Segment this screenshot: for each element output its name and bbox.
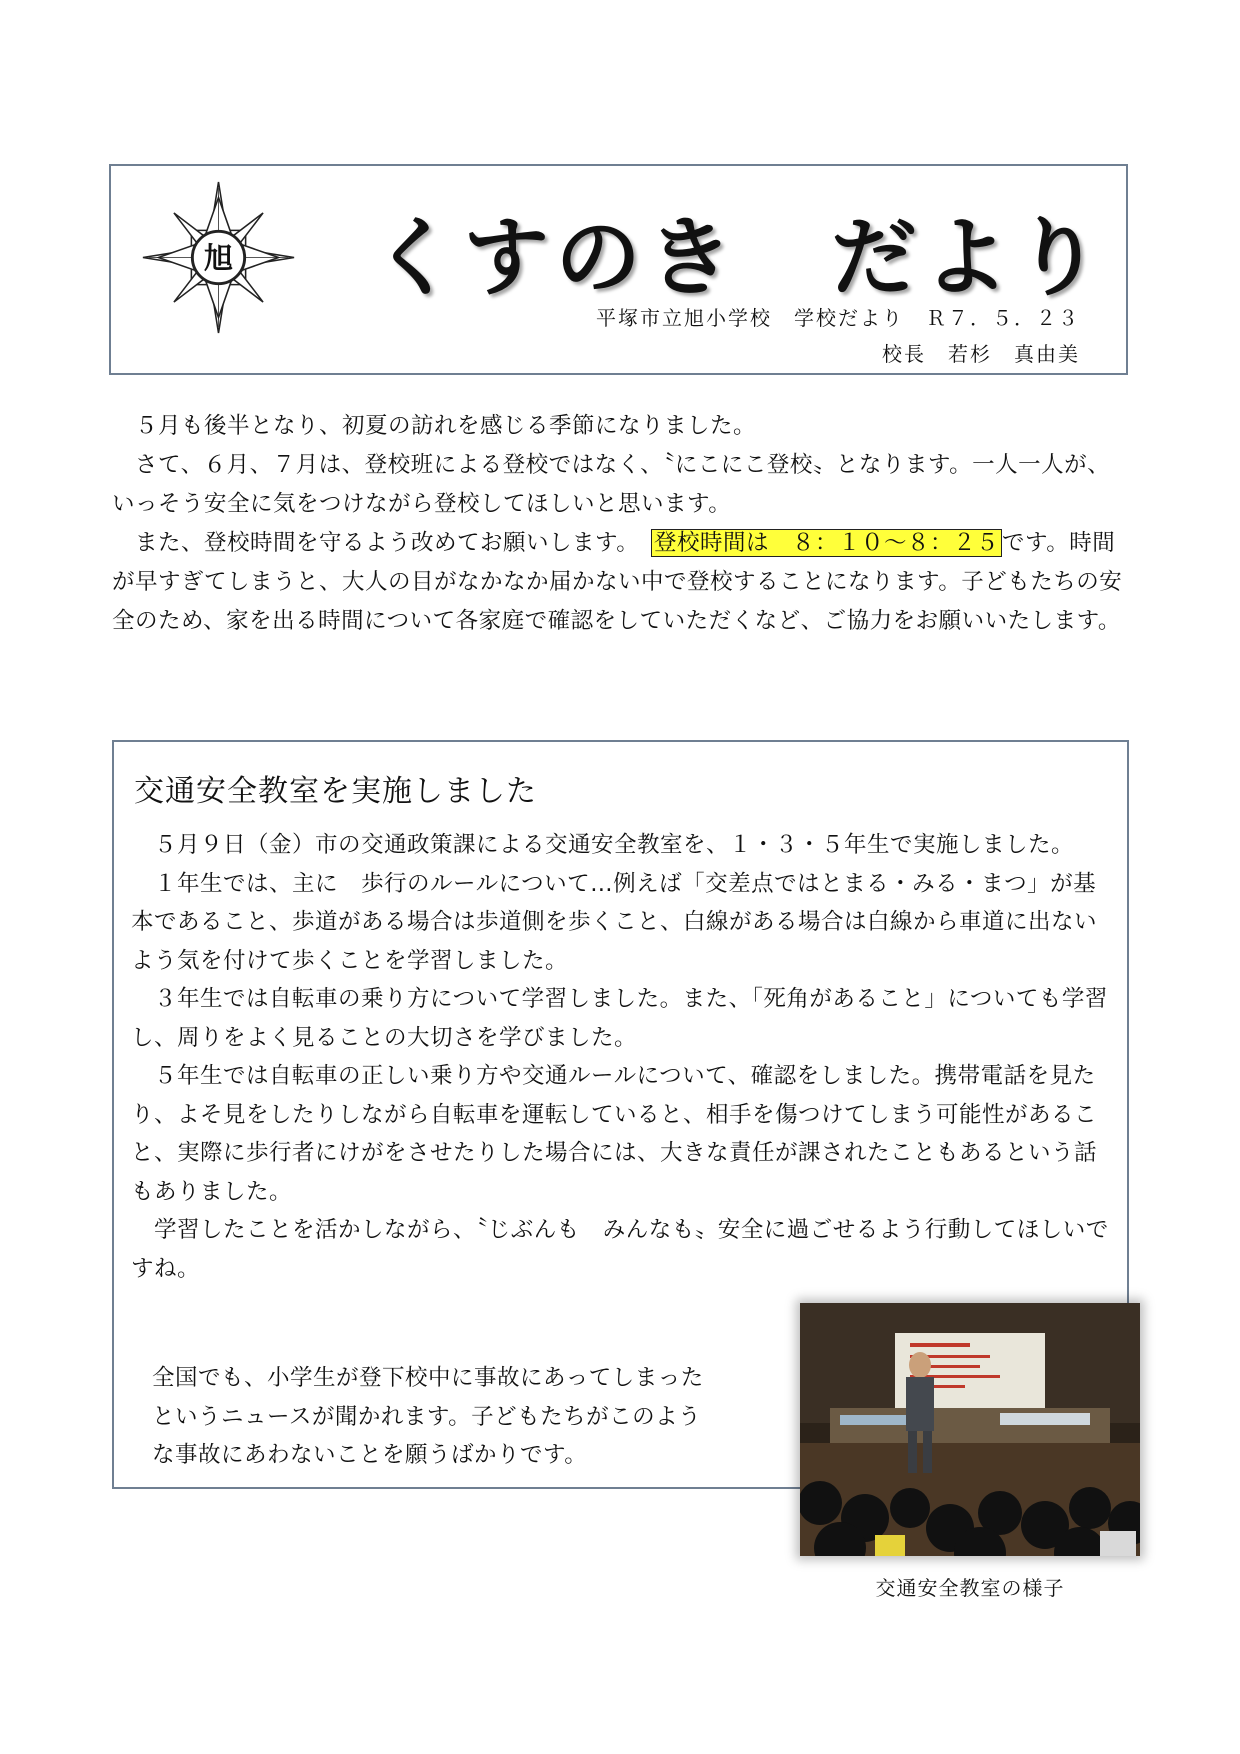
crest-character: 旭 — [203, 241, 234, 276]
paragraph-date: ５月９日（金）市の交通政策課による交通安全教室を、１・３・５年生で実施しました。 — [154, 832, 1075, 858]
intro-paragraph-3: また、登校時間を守るよう改めてお願いします。 登校時間は ８：１０～８：２５ です。時間が早すぎてしまうと、大人の目がなかなか届かない中で登校することになります。子どもたちの安全のため、家を出る時間について各家庭で確認をしていただくなど、ご協力をお願いいたします。 — [112, 530, 1123, 634]
paragraph-grade5: ５年生では自転車の正しい乗り方や交通ルールについて、確認をしました。携帯電話を見たり、よそ見をしたりしながら自転車を運転していると、相手を傷つけてしまう可能性があること、実際に歩行者にけがをさせたりした場合には、大きな責任が課されたこともあるという話もありました。 — [131, 1063, 1098, 1205]
photo-caption: 交通安全教室の様子 — [875, 1576, 1065, 1600]
section-body — [131, 826, 1116, 1288]
event-photo — [800, 1303, 1140, 1556]
intro-section — [112, 407, 1132, 641]
masthead — [109, 164, 1128, 375]
principal-name: 校長 若杉 真由美 — [882, 342, 1080, 366]
paragraph-summary: 学習したことを活かしながら、〝じぶんも みんなも〟安全に過ごせるよう行動してほしいですね。 — [131, 1217, 1109, 1282]
paragraph-grade3: ３年生では自転車の乗り方について学習しました。また、「死角があること」についても学習し、周りをよく見ることの大切さを学びました。 — [131, 986, 1108, 1051]
paragraph-grade1: １年生では、主に 歩行のルールについて…例えば「交差点ではとまる・みる・まつ」が基本であること、歩道がある場合は歩道側を歩くこと、白線がある場合は白線から車道に出ないよう気を付けて歩くことを学習しました。 — [131, 870, 1098, 974]
intro-paragraph-1: ５月も後半となり、初夏の訪れを感じる季節になりました。 — [135, 413, 757, 439]
arrival-time-highlight: 登校時間は ８：１０～８：２５ — [651, 529, 1002, 557]
intro-paragraph-2: さて、６月、７月は、登校班による登校ではなく、〝にこにこ登校〟となります。一人一人が、いっそう安全に気をつけながら登校してほしいと思います。 — [112, 452, 1111, 517]
newsletter-title: くすのき だより — [371, 208, 1107, 308]
issue-info: 平塚市立旭小学校 学校だより Ｒ７．５．２３ — [596, 306, 1080, 330]
event-photo-image — [800, 1303, 1140, 1556]
closing-paragraph: 全国でも、小学生が登下校中に事故にあってしまったというニュースが聞かれます。子どもたちがこのような事故にあわないことを願うばかりです。 — [152, 1365, 704, 1468]
section-title: 交通安全教室を実施しました — [134, 774, 537, 809]
school-crest-icon — [141, 180, 296, 335]
